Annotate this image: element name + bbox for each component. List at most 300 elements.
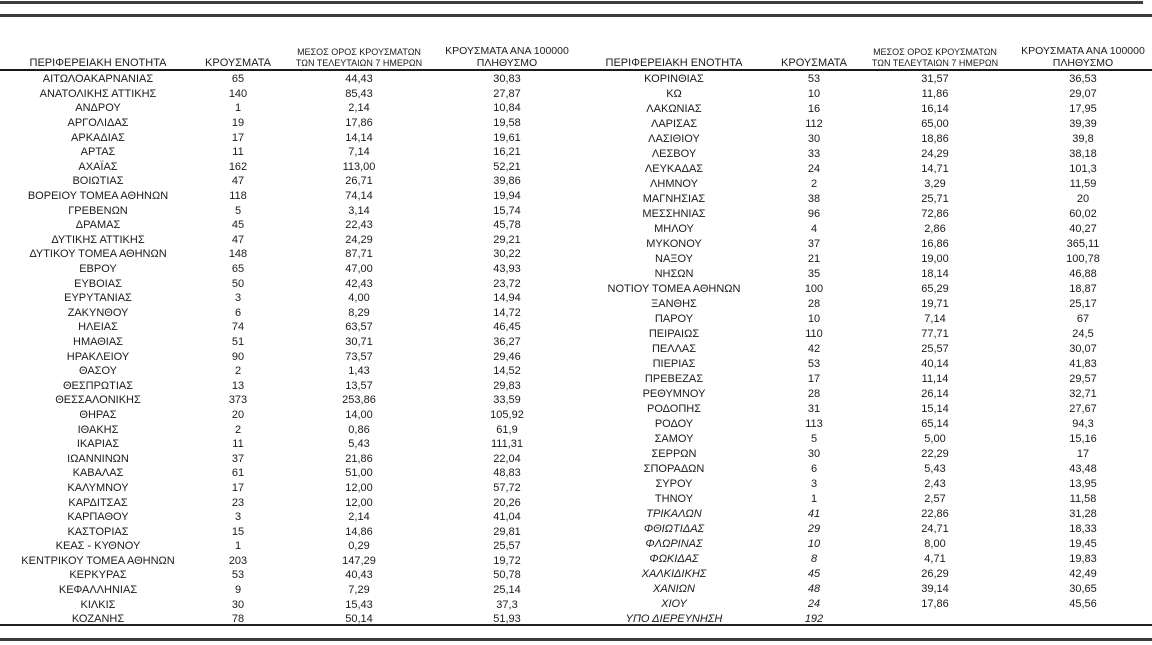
table-row	[576, 357, 1152, 372]
per100k-value: 19,45	[1069, 538, 1097, 550]
column-header-avg7-line2: ΤΩΝ ΤΕΛΕΥΤΑΙΩΝ 7 ΗΜΕΡΩΝ	[295, 58, 423, 68]
table-row	[0, 437, 576, 452]
region-name: ΦΘΙΩΤΙΔΑΣ	[643, 523, 705, 536]
cases-value: 35	[807, 268, 821, 281]
cases-value: 53	[807, 358, 821, 371]
region-name: ΚΑΡΔΙΤΣΑΣ	[68, 496, 128, 509]
per100k-value: 22,04	[493, 452, 521, 465]
table-row	[576, 177, 1152, 192]
cases-value: 41	[807, 508, 821, 521]
region-name: ΑΡΤΑΣ	[80, 146, 116, 159]
region-name: ΦΛΩΡΙΝΑΣ	[645, 538, 703, 550]
table-row	[576, 432, 1152, 447]
avg7-value: 17,86	[921, 597, 949, 610]
region-name: ΝΗΣΩΝ	[654, 268, 694, 281]
region-name: ΒΟΡΕΙΟΥ ΤΟΜΕΑ ΑΘΗΝΩΝ	[27, 190, 169, 203]
region-name: ΚΑΛΥΜΝΟΥ	[67, 481, 129, 494]
cases-value: 2	[234, 365, 242, 378]
avg7-value: 18,14	[921, 268, 949, 281]
cases-value: 112	[805, 118, 823, 131]
table-row	[576, 537, 1152, 552]
cases-value: 5	[810, 433, 818, 446]
per100k-value: 111,31	[490, 438, 523, 451]
column-header-avg7-line1: ΜΕΣΟΣ ΟΡΟΣ ΚΡΟΥΣΜΑΤΩΝ	[297, 47, 421, 57]
region-name: ΑΡΓΟΛΙΔΑΣ	[67, 117, 129, 130]
region-name: ΑΝΔΡΟΥ	[75, 102, 121, 115]
per100k-value: 30,65	[1069, 582, 1097, 595]
region-name: ΚΕΡΚΥΡΑΣ	[69, 569, 127, 582]
avg7-value: 4,00	[348, 292, 370, 305]
avg7-value: 21,86	[345, 452, 373, 465]
cases-value: 2	[234, 423, 242, 436]
per100k-value: 48,83	[493, 467, 521, 480]
region-name: ΚΑΡΠΑΘΟΥ	[67, 511, 129, 524]
cases-value: 24	[807, 163, 821, 176]
per100k-value: 18,33	[1069, 523, 1097, 536]
cases-value: 23	[231, 496, 245, 509]
cases-value: 373	[228, 394, 248, 407]
avg7-value: 11,14	[921, 373, 949, 386]
region-name: ΕΥΒΟΙΑΣ	[74, 277, 122, 290]
avg7-value: 15,43	[345, 598, 373, 611]
table-row	[576, 402, 1152, 417]
cases-value: 8	[810, 552, 818, 565]
bottom-rule-2	[0, 638, 1152, 641]
table-row	[0, 568, 576, 583]
per100k-value: 31,28	[1069, 508, 1097, 521]
column-header-per100k	[438, 17, 576, 72]
table-row	[0, 393, 576, 408]
table-row	[576, 267, 1152, 282]
per100k-value: 23,72	[493, 277, 521, 290]
per100k-value: 29,46	[493, 350, 521, 363]
region-name: ΧΑΝΙΩΝ	[653, 582, 695, 595]
cases-value: 11	[232, 438, 244, 451]
cases-value: 11	[232, 146, 244, 159]
region-name: ΘΗΡΑΣ	[79, 408, 117, 421]
region-name: ΚΟΡΙΝΘΙΑΣ	[644, 73, 704, 86]
table-row	[0, 554, 576, 569]
per100k-value: 36,53	[1069, 73, 1097, 86]
table-row	[0, 378, 576, 393]
per100k-value: 30,07	[1069, 343, 1097, 356]
avg7-value: 2,43	[924, 478, 946, 491]
per100k-value: 38,18	[1069, 148, 1097, 161]
table-row	[576, 372, 1152, 387]
region-name: ΗΡΑΚΛΕΙΟΥ	[66, 350, 130, 363]
per100k-value: 67	[1076, 313, 1090, 326]
table-row	[576, 147, 1152, 162]
avg7-value: 22,29	[921, 448, 949, 461]
region-name: ΝΑΞΟΥ	[655, 253, 693, 266]
table-row	[0, 451, 576, 466]
table-row	[576, 132, 1152, 147]
avg7-value: 18,86	[921, 133, 949, 146]
table-row	[0, 524, 576, 539]
avg7-value: 7,14	[348, 146, 370, 159]
cases-value: 53	[231, 569, 245, 582]
region-name: ΠΙΕΡΙΑΣ	[652, 358, 696, 371]
avg7-value: 3,29	[924, 178, 946, 191]
avg7-value: 26,71	[345, 175, 373, 188]
per100k-value: 19,61	[493, 131, 521, 144]
cases-value: 17	[231, 131, 245, 144]
cases-value: 65	[231, 263, 245, 276]
per100k-value: 25,57	[493, 540, 521, 553]
per100k-value: 29,81	[493, 525, 521, 538]
region-name: ΡΕΘΥΜΝΟΥ	[642, 388, 706, 401]
avg7-value: 0,86	[348, 423, 370, 436]
top-rule-1	[0, 1, 1143, 4]
cases-value: 10	[807, 88, 821, 101]
per100k-value: 105,92	[490, 408, 524, 421]
region-name: ΝΟΤΙΟΥ ΤΟΜΕΑ ΑΘΗΝΩΝ	[607, 283, 741, 296]
avg7-value: 72,86	[921, 208, 949, 221]
region-name: ΧΙΟΥ	[661, 597, 687, 610]
region-name: ΑΧΑΪΑΣ	[78, 160, 118, 173]
avg7-value: 12,00	[345, 496, 373, 509]
cases-value: 110	[805, 328, 823, 341]
per100k-value: 52,21	[493, 160, 521, 173]
region-name: ΙΘΑΚΗΣ	[77, 423, 119, 436]
per100k-value: 94,3	[1072, 418, 1094, 431]
avg7-value: 22,86	[921, 508, 949, 521]
table-row	[0, 160, 576, 175]
per100k-value: 11,58	[1069, 493, 1097, 506]
cases-value: 20	[231, 408, 245, 421]
table-row	[0, 247, 576, 262]
cases-tables	[0, 17, 1152, 627]
avg7-value: 39,14	[921, 582, 949, 595]
per100k-value: 29,57	[1069, 373, 1097, 386]
avg7-value: 5,00	[924, 433, 946, 446]
avg7-value: 0,29	[348, 540, 370, 553]
avg7-value: 5,43	[924, 463, 946, 476]
per100k-value: 19,94	[493, 190, 521, 203]
per100k-value: 25,17	[1069, 298, 1097, 311]
avg7-value: 2,14	[348, 511, 370, 524]
avg7-value: 8,00	[924, 538, 946, 550]
avg7-value: 87,71	[345, 248, 373, 261]
region-name: ΛΕΥΚΑΔΑΣ	[644, 163, 704, 176]
cases-value: 65	[231, 73, 245, 86]
per100k-value: 19,58	[493, 117, 521, 130]
region-name: ΘΕΣΠΡΩΤΙΑΣ	[62, 379, 134, 392]
per100k-value: 42,49	[1069, 567, 1097, 580]
region-name: ΠΑΡΟΥ	[654, 313, 694, 326]
region-name: ΙΩΑΝΝΙΝΩΝ	[67, 452, 129, 465]
cases-value: 9	[234, 584, 242, 597]
column-header-per100k-line2: ΠΛΗΘΥΣΜΟ	[476, 57, 538, 69]
cases-table-left	[0, 17, 576, 627]
per100k-value: 15,74	[493, 204, 521, 217]
per100k-value: 19,83	[1069, 552, 1097, 565]
cases-value: 74	[231, 321, 245, 334]
table-row	[576, 162, 1152, 177]
table-row	[576, 192, 1152, 207]
table-row	[576, 611, 1152, 626]
avg7-value: 14,00	[345, 408, 373, 421]
cases-value: 148	[228, 248, 248, 261]
per100k-value: 46,45	[493, 321, 521, 334]
cases-value: 3	[234, 511, 242, 524]
per100k-value: 37,3	[496, 598, 518, 611]
cases-value: 96	[807, 208, 821, 221]
table-body-right	[576, 72, 1152, 627]
region-name: ΑΝΑΤΟΛΙΚΗΣ ΑΤΤΙΚΗΣ	[39, 87, 157, 100]
table-row	[576, 297, 1152, 312]
avg7-value: 22,43	[345, 219, 373, 232]
avg7-value: 15,14	[921, 403, 949, 416]
region-name: ΚΕΑΣ - ΚΥΘΝΟΥ	[55, 540, 141, 553]
per100k-value: 20,26	[493, 496, 521, 509]
per100k-value: 18,87	[1069, 283, 1097, 296]
table-row	[576, 252, 1152, 267]
header-row-left	[0, 17, 576, 72]
per100k-value: 41,83	[1069, 358, 1097, 371]
per100k-value: 365,11	[1066, 238, 1100, 251]
region-name: ΜΕΣΣΗΝΙΑΣ	[642, 208, 706, 221]
cases-value: 192	[804, 613, 824, 625]
column-header-cases: ΚΡΟΥΣΜΑΤΑ	[781, 57, 847, 69]
avg7-value: 51,00	[345, 467, 373, 480]
avg7-value: 63,57	[345, 321, 373, 334]
cases-value: 45	[231, 219, 245, 232]
region-name: ΚΑΣΤΟΡΙΑΣ	[67, 525, 129, 538]
per100k-value: 45,56	[1069, 597, 1097, 610]
table-row	[0, 130, 576, 145]
region-name: ΡΟΔΟΠΗΣ	[646, 403, 702, 416]
per100k-value: 46,88	[1069, 268, 1097, 281]
avg7-value: 31,57	[921, 73, 949, 86]
avg7-value: 73,57	[345, 350, 373, 363]
table-row	[576, 312, 1152, 327]
per100k-value: 30,22	[493, 248, 521, 261]
cases-value: 3	[810, 478, 818, 491]
table-row	[0, 174, 576, 189]
cases-value: 118	[229, 190, 247, 203]
table-row	[576, 477, 1152, 492]
region-name: ΛΗΜΝΟΥ	[650, 178, 698, 191]
avg7-value	[856, 611, 1014, 626]
column-header-avg7	[856, 17, 1014, 72]
region-name: ΔΥΤΙΚΟΥ ΤΟΜΕΑ ΑΘΗΝΩΝ	[29, 248, 167, 261]
table-row	[0, 597, 576, 612]
region-name: ΑΡΚΑΔΙΑΣ	[71, 131, 125, 144]
region-name: ΗΜΑΘΙΑΣ	[73, 335, 123, 348]
cases-value: 30	[807, 133, 821, 146]
region-name: ΜΑΓΝΗΣΙΑΣ	[642, 193, 706, 206]
avg7-value: 65,29	[921, 283, 949, 296]
region-name: ΛΑΣΙΘΙΟΥ	[648, 133, 700, 146]
per100k-value: 16,21	[493, 146, 521, 159]
region-name: ΠΡΕΒΕΖΑΣ	[644, 373, 704, 386]
per100k-value: 20	[1076, 193, 1090, 206]
avg7-value: 7,14	[924, 313, 946, 326]
cases-value: 100	[804, 283, 824, 296]
avg7-value: 24,29	[345, 233, 373, 246]
region-name: ΣΑΜΟΥ	[654, 433, 694, 446]
table-row	[576, 207, 1152, 222]
table-row	[576, 492, 1152, 507]
avg7-value: 44,43	[345, 73, 373, 86]
region-name: ΚΕΝΤΡΙΚΟΥ ΤΟΜΕΑ ΑΘΗΝΩΝ	[21, 554, 175, 567]
column-header-region: ΠΕΡΙΦΕΡΕΙΑΚΗ ΕΝΟΤΗΤΑ	[29, 57, 167, 69]
column-header-avg7-line2: ΤΩΝ ΤΕΛΕΥΤΑΙΩΝ 7 ΗΜΕΡΩΝ	[871, 58, 999, 68]
cases-value: 13	[231, 379, 245, 392]
cases-value: 162	[228, 160, 248, 173]
table-row	[0, 306, 576, 321]
cases-value: 53	[807, 73, 821, 86]
cases-value: 50	[231, 277, 245, 290]
avg7-value: 25,57	[921, 343, 949, 356]
cases-value: 15	[231, 525, 245, 538]
per100k-value: 19,72	[493, 554, 521, 567]
cases-value: 3	[234, 292, 242, 305]
per100k-value: 43,48	[1069, 463, 1097, 476]
table-row	[0, 72, 576, 87]
header-row-right	[576, 17, 1152, 72]
table-row	[576, 462, 1152, 477]
column-header-per100k	[1014, 17, 1152, 72]
avg7-value: 12,00	[345, 481, 373, 494]
table-row	[576, 581, 1152, 596]
avg7-value: 14,14	[345, 131, 373, 144]
table-body-left	[0, 72, 576, 627]
region-name: ΑΙΤΩΛΟΑΚΑΡΝΑΝΙΑΣ	[42, 73, 154, 86]
table-row	[0, 466, 576, 481]
table-row	[0, 218, 576, 233]
table-row	[576, 447, 1152, 462]
per100k-value: 50,78	[493, 569, 521, 582]
column-header-per100k-line2: ΠΛΗΘΥΣΜΟ	[1052, 57, 1114, 69]
avg7-value: 40,14	[921, 358, 949, 371]
table-row	[576, 596, 1152, 611]
table-row	[576, 102, 1152, 117]
avg7-value: 3,14	[348, 204, 370, 217]
region-name: ΖΑΚΥΝΘΟΥ	[67, 306, 129, 319]
table-row	[0, 189, 576, 204]
per100k-value: 25,14	[493, 584, 521, 597]
avg7-value: 17,86	[345, 117, 373, 130]
avg7-value: 14,71	[921, 163, 949, 176]
per100k-value: 39,8	[1072, 133, 1094, 146]
table-row	[0, 291, 576, 306]
table-row	[576, 117, 1152, 132]
per100k-value: 45,78	[493, 219, 521, 232]
cases-value: 19	[231, 117, 245, 130]
cases-value: 47	[231, 233, 245, 246]
per100k-value: 39,39	[1069, 118, 1097, 131]
table-row	[0, 233, 576, 248]
avg7-value: 74,14	[345, 190, 373, 203]
avg7-value: 65,00	[921, 118, 949, 131]
per100k-value: 11,59	[1069, 178, 1097, 191]
region-name: ΔΡΑΜΑΣ	[75, 219, 121, 232]
table-row	[0, 87, 576, 102]
cases-value: 28	[807, 388, 821, 401]
per100k-value: 29,83	[493, 379, 521, 392]
per100k-value: 41,04	[493, 511, 521, 524]
cases-value: 48	[807, 582, 821, 595]
cases-value: 78	[231, 613, 245, 626]
table-row	[576, 72, 1152, 87]
cases-table-right	[576, 17, 1152, 627]
table-row	[0, 349, 576, 364]
table-row	[0, 145, 576, 160]
per100k-value: 14,72	[493, 306, 521, 319]
table-row	[576, 566, 1152, 581]
avg7-value: 42,43	[345, 277, 373, 290]
avg7-value: 2,57	[924, 493, 946, 506]
avg7-value: 13,57	[345, 379, 373, 392]
avg7-value: 25,71	[921, 193, 949, 206]
region-name: ΤΗΝΟΥ	[654, 493, 694, 506]
cases-value: 5	[234, 204, 242, 217]
table-row	[576, 387, 1152, 402]
cases-value: 30	[807, 448, 821, 461]
per100k-value: 36,27	[493, 335, 521, 348]
table-row	[0, 262, 576, 277]
table-row	[0, 495, 576, 510]
table-row	[576, 87, 1152, 102]
cases-value: 47	[231, 175, 245, 188]
cases-value: 37	[807, 238, 821, 251]
region-name: ΜΥΚΟΝΟΥ	[646, 238, 702, 251]
per100k-value: 24,5	[1072, 328, 1094, 341]
cases-value: 10	[807, 538, 821, 550]
avg7-value: 2,86	[924, 223, 946, 236]
avg7-value: 24,29	[921, 148, 949, 161]
avg7-value: 147,29	[342, 554, 376, 567]
region-name: ΣΠΟΡΑΔΩΝ	[643, 463, 705, 476]
avg7-value: 1,43	[348, 365, 370, 378]
column-header-avg7	[280, 17, 438, 72]
per100k-value: 32,71	[1069, 388, 1097, 401]
table-row	[0, 101, 576, 116]
region-name: ΦΩΚΙΔΑΣ	[649, 552, 699, 565]
table-row	[0, 510, 576, 525]
avg7-value: 113,00	[342, 160, 376, 173]
cases-value: 10	[807, 313, 821, 326]
cases-value: 6	[810, 463, 818, 476]
avg7-value: 26,14	[921, 388, 949, 401]
cases-value: 17	[231, 481, 245, 494]
avg7-value: 19,00	[921, 253, 949, 266]
region-name: ΚΕΦΑΛΛΗΝΙΑΣ	[58, 584, 138, 597]
region-name: ΤΡΙΚΑΛΩΝ	[646, 508, 702, 521]
per100k-value: 15,16	[1069, 433, 1097, 446]
cases-value: 1	[810, 493, 818, 506]
per100k-value: 60,02	[1069, 208, 1097, 221]
avg7-value: 30,71	[345, 335, 373, 348]
region-name: ΚΟΖΑΝΗΣ	[71, 613, 125, 626]
per100k-value: 17	[1076, 448, 1090, 461]
table-row	[576, 282, 1152, 297]
per100k-value: 27,87	[493, 87, 521, 100]
table-row	[576, 552, 1152, 567]
per100k-value: 101,3	[1069, 163, 1097, 176]
region-name: ΠΕΛΛΑΣ	[651, 343, 697, 356]
per100k-value: 43,93	[493, 263, 521, 276]
region-name: ΞΑΝΘΗΣ	[651, 298, 697, 311]
table-row	[576, 342, 1152, 357]
region-name: ΥΠΟ ΔΙΕΡΕΥΝΗΣΗ	[625, 613, 723, 625]
column-header-region: ΠΕΡΙΦΕΡΕΙΑΚΗ ΕΝΟΤΗΤΑ	[605, 57, 743, 69]
cases-value: 38	[807, 193, 821, 206]
region-name: ΚΑΒΑΛΑΣ	[72, 467, 124, 480]
region-name: ΗΛΕΙΑΣ	[78, 321, 118, 334]
